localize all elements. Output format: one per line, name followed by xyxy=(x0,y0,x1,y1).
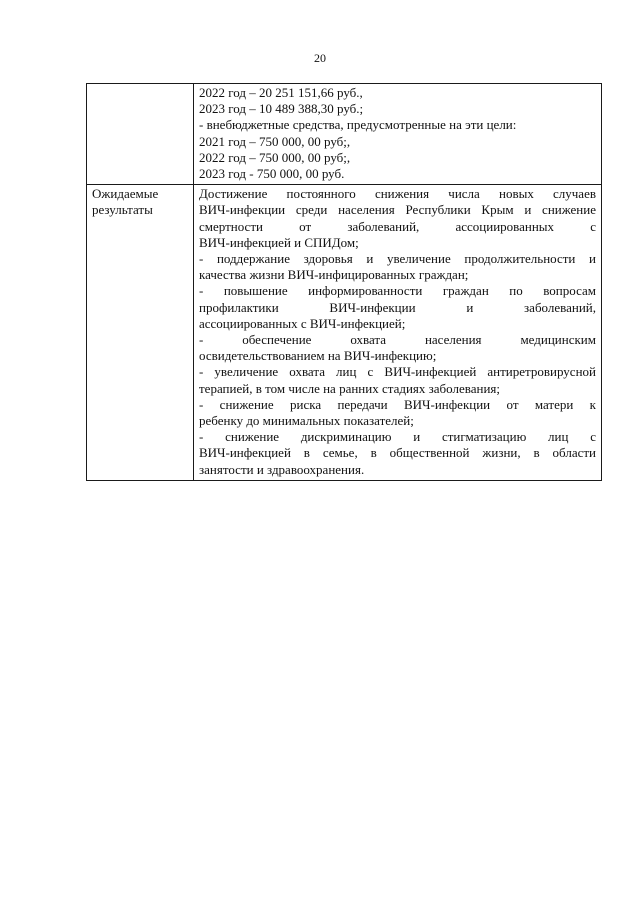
result-item-6-line-2: ребенку до минимальных показателей; xyxy=(199,413,414,429)
table-row-funding xyxy=(87,84,602,185)
result-item-5-line-2: терапией, в том числе на ранних стадиях заболевания; xyxy=(199,380,500,396)
funding-line-2022: 2022 год – 20 251 151,66 руб., xyxy=(199,85,363,100)
result-item-3-line-3: ассоциированных с ВИЧ-инфекцией; xyxy=(199,315,406,331)
result-item-3-line-1: - повышение информированности граждан по вопросам xyxy=(199,283,596,299)
result-item-7-line-1: - снижение дискриминацию и стигматизацию лиц с xyxy=(199,429,596,445)
extrabudget-line-2022: 2022 год – 750 000, 00 руб;, xyxy=(199,149,351,165)
expected-results-label-cell xyxy=(87,185,194,481)
result-item-2-line-2: качества жизни ВИЧ-инфицированных граждан; xyxy=(199,267,469,283)
result-item-1-line-3: смертности от заболеваний, ассоциированных с xyxy=(199,218,596,234)
result-item-7-line-2: ВИЧ-инфекцией в семье, в общественной жизни, в области xyxy=(199,445,596,461)
table-row-expected-results xyxy=(87,185,602,481)
result-item-3-line-2: профилактики ВИЧ-инфекции и заболеваний, xyxy=(199,299,596,315)
funding-label-cell xyxy=(87,84,194,185)
result-item-4-line-1: - обеспечение охвата населения медицинским xyxy=(199,332,596,348)
result-item-1-line-1: Достижение постоянного снижения числа новых случаев xyxy=(199,186,596,202)
funding-values-cell xyxy=(194,84,602,185)
expected-results-label-line-2: результаты xyxy=(92,202,153,218)
expected-results-cell xyxy=(194,185,602,481)
program-passport-table xyxy=(86,83,602,481)
result-item-7-line-3: занятости и здравоохранения. xyxy=(199,461,365,477)
expected-results-label-line-1: Ожидаемые xyxy=(92,186,159,202)
result-item-5-line-1: - увеличение охвата лиц с ВИЧ-инфекцией антиретровирусной xyxy=(199,364,596,380)
result-item-2-line-1: - поддержание здоровья и увеличение продолжительности и xyxy=(199,251,596,267)
result-item-4-line-2: освидетельствованием на ВИЧ-инфекцию; xyxy=(199,348,437,364)
result-item-1-line-2: ВИЧ-инфекции среди населения Республики Крым и снижение xyxy=(199,202,596,218)
result-item-6-line-1: - снижение риска передачи ВИЧ-инфекции от матери к xyxy=(199,396,596,412)
extrabudget-line-2023: 2023 год - 750 000, 00 руб. xyxy=(199,166,345,182)
extrabudget-heading: - внебюджетные средства, предусмотренные на эти цели: xyxy=(199,117,517,133)
funding-line-2023: 2023 год – 10 489 388,30 руб.; xyxy=(199,101,364,117)
extrabudget-line-2021: 2021 год – 750 000, 00 руб;, xyxy=(199,133,351,149)
result-item-1-line-4: ВИЧ-инфекцией и СПИДом; xyxy=(199,234,359,250)
page-number: 20 xyxy=(314,51,326,65)
